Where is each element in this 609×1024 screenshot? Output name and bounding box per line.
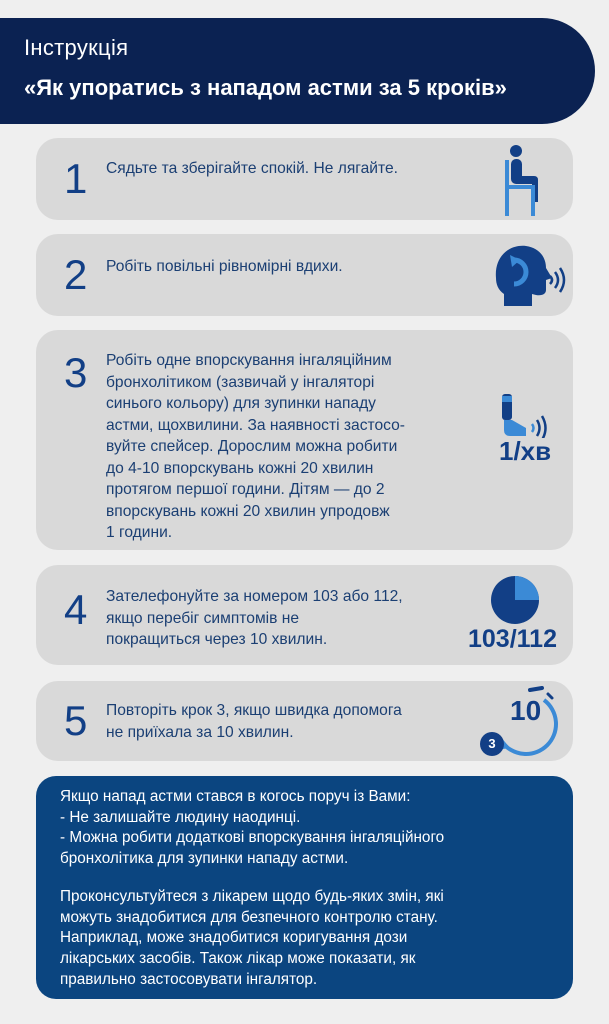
step-number: 1 [64, 155, 88, 202]
note-paragraph-1: Якщо напад астми стався в когось поруч із Вами: - Не залишайте людину наодинці. - Можна робити додаткові впорскування інгаляційного бронхолітика для зупинки нападу астми. [60, 788, 445, 868]
step-text: Зателефонуйте за номером 103 або 112, якщо перебіг симптомів не покращиться через 10 хвилин. [106, 588, 403, 648]
page-subtitle: «Як упоратись з нападом астми за 5 кроків» [24, 75, 507, 100]
step-card-2 [36, 234, 573, 316]
inhaler-icon [496, 392, 556, 438]
breathing-head-icon [488, 242, 568, 312]
step-card-4 [36, 565, 573, 665]
page-title: Інструкція [24, 35, 129, 60]
phone-numbers-label: 103/112 [468, 625, 557, 653]
clock-pie-icon [490, 575, 540, 625]
step-number: 5 [64, 697, 88, 744]
rate-label: 1/хв [499, 436, 552, 466]
step-text: Повторіть крок 3, якщо швидка допомога не приїхала за 10 хвилин. [106, 702, 402, 741]
repeat-step-badge: 3 [488, 736, 496, 751]
step-text: Робіть повільні рівномірні вдихи. [106, 258, 343, 275]
info-note [36, 776, 573, 999]
step-text: Сядьте та зберігайте спокій. Не лягайте. [106, 160, 398, 177]
sitting-person-icon [498, 142, 558, 218]
step-card-5 [36, 681, 573, 761]
step-number: 2 [64, 251, 88, 298]
timer-label: 10 [510, 695, 542, 726]
step-text: Робіть одне впорскування інгаляційним бронхолітиком (зазвичай у інгаляторі синього кольору) для зупинки нападу астми, щохвилини. За наявності застосо- вуйте спейсер. Дорослим можна робити до 4-10 впорскувань кожні 20 хвилин протягом першої години. Дітям — до 2 впорскувань кожні 20 хвилин упродовж 1 години. [106, 352, 405, 541]
step-card-3 [36, 330, 573, 550]
page-header [0, 18, 595, 124]
step-number: 3 [64, 349, 88, 396]
step-number: 4 [64, 586, 88, 633]
step-card-1 [36, 138, 573, 220]
note-paragraph-2: Проконсультуйтеся з лікарем щодо будь-яких змін, які можуть знадобитися для безпечного контролю стану. Наприклад, може знадобитися коригування дози лікарських засобів. Також лікар може показати, як правильно застосовувати інгалятор. [60, 888, 444, 988]
